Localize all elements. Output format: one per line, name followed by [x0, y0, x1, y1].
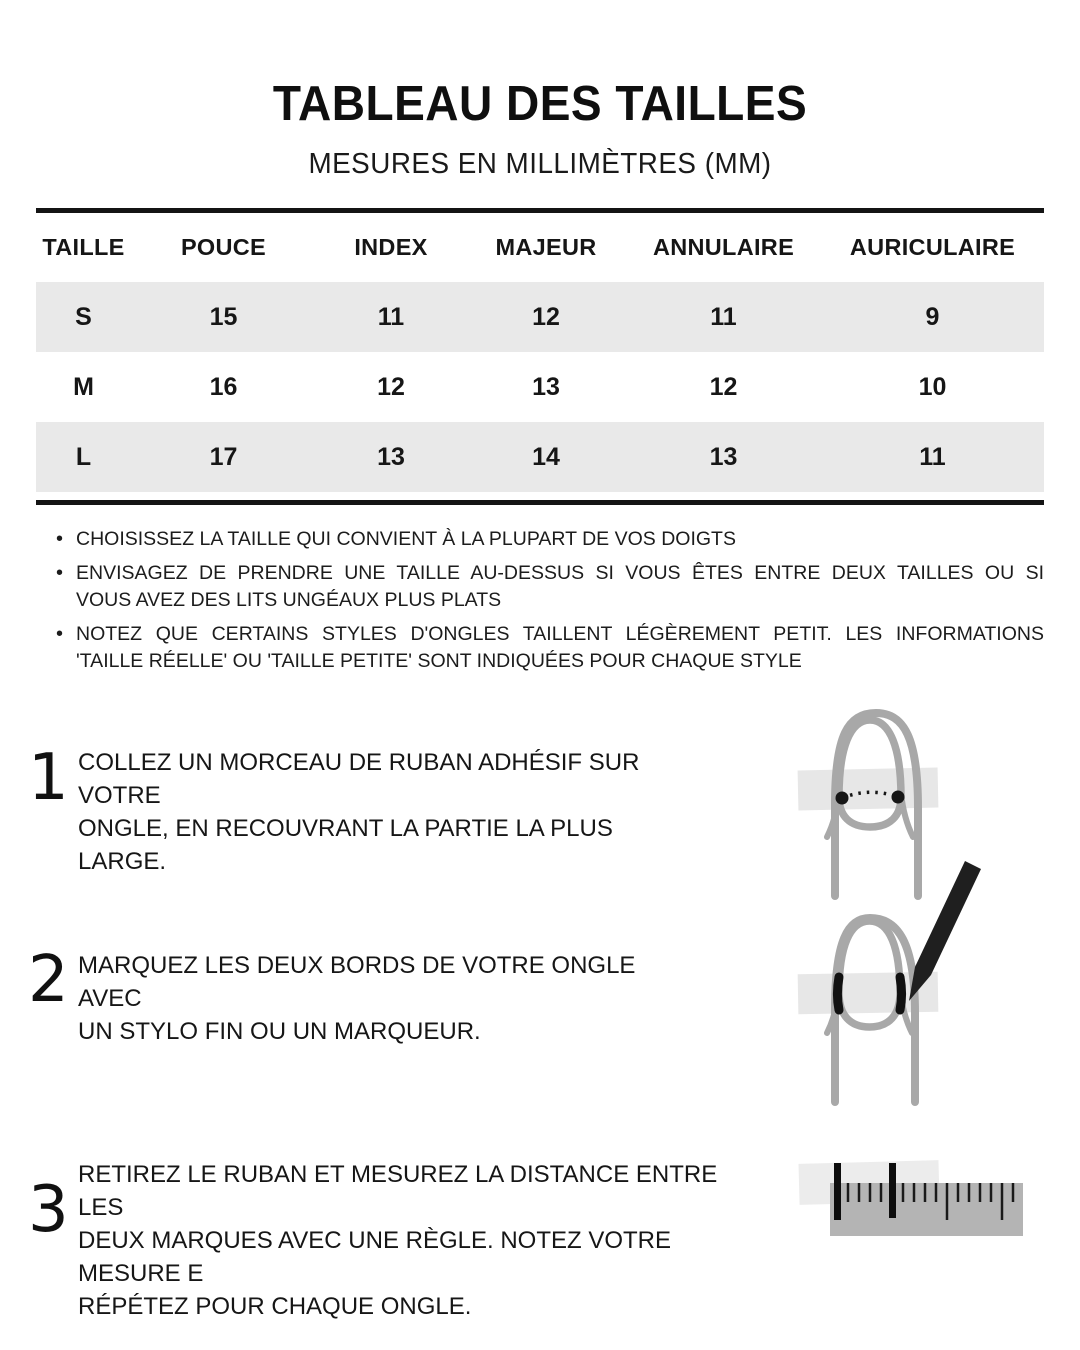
size-label: L: [75, 442, 92, 471]
finger-mark-pen-icon: [780, 850, 1040, 1112]
cell-value: 10: [918, 372, 947, 401]
step-1-number: 1: [28, 741, 69, 815]
step-2-text: [78, 949, 638, 1048]
cell-value: 12: [377, 372, 405, 401]
table-row-l: [36, 422, 1044, 492]
tape-mark-left-icon: [834, 1163, 841, 1220]
step-2-number: 2: [28, 943, 69, 1017]
size-label: M: [73, 372, 94, 401]
page-title: TABLEAU DES TAILLES: [272, 77, 808, 131]
cell-value: 17: [209, 442, 238, 471]
col-header-index: INDEX: [354, 234, 428, 260]
col-header-taille: TAILLE: [42, 234, 125, 260]
note-item: [36, 560, 1044, 614]
cell-value: 13: [377, 442, 405, 471]
note-line: VOUS AVEZ DES LITS UNGÉAUX PLUS PLATS: [76, 589, 502, 611]
size-label: S: [75, 302, 92, 331]
note-line: • ENVISAGEZ DE PRENDRE UNE TAILLE AU-DESSUS SI VOUS ÊTES ENTRE DEUX TAILLES OU SI: [76, 562, 1044, 584]
col-header-auriculaire: AURICULAIRE: [849, 234, 1016, 260]
col-header-pouce: POUCE: [180, 234, 267, 260]
cell-value: 11: [377, 302, 405, 331]
cell-value: 16: [209, 372, 238, 401]
nail-mark-right-icon: [900, 977, 902, 1010]
col-header-majeur: MAJEUR: [495, 234, 597, 260]
cell-value: 9: [925, 302, 940, 331]
tape-mark-right-icon: [889, 1163, 896, 1218]
note-line: • CHOISISSEZ LA TAILLE QUI CONVIENT À LA PLUPART DE VOS DOIGTS: [76, 528, 736, 550]
cell-value: 12: [709, 372, 738, 401]
step-line: UN STYLO FIN OU UN MARQUEUR.: [78, 1018, 481, 1045]
step-line: RETIREZ LE RUBAN ET MESUREZ LA DISTANCE ENTRE LES: [78, 1161, 718, 1221]
cell-value: 13: [709, 442, 738, 471]
cell-value: 11: [710, 302, 737, 331]
note-item: [36, 621, 1044, 675]
cell-value: 13: [532, 372, 560, 401]
cell-value: 15: [209, 302, 238, 331]
note-item: [36, 526, 1044, 553]
table-header-row: [36, 213, 1044, 282]
step-1-text: [78, 746, 698, 878]
note-line: • NOTEZ QUE CERTAINS STYLES D'ONGLES TAILLENT LÉGÈREMENT PETIT. LES INFORMATIONS: [76, 623, 1044, 645]
note-line: 'TAILLE RÉELLE' OU 'TAILLE PETITE' SONT INDIQUÉES POUR CHAQUE STYLE: [76, 650, 802, 672]
step-line: COLLEZ UN MORCEAU DE RUBAN ADHÉSIF SUR VOTRE: [78, 749, 640, 809]
divider-bottom: [36, 500, 1044, 505]
col-header-annulaire: ANNULAIRE: [652, 234, 795, 260]
table-row-m: [36, 352, 1044, 422]
nail-mark-left-icon: [838, 977, 840, 1010]
tape-ruler-icon: [795, 1150, 1035, 1250]
measure-dot-left-icon: [836, 792, 849, 805]
table-row-s: [36, 282, 1044, 352]
step-3-number: 3: [28, 1173, 69, 1247]
cell-value: 11: [919, 442, 946, 471]
step-line: MARQUEZ LES DEUX BORDS DE VOTRE ONGLE AVEC: [78, 952, 636, 1012]
step-line: DEUX MARQUES AVEC UNE RÈGLE. NOTEZ VOTRE MESURE E: [78, 1227, 671, 1287]
size-chart-table: [36, 213, 1044, 492]
step-line: RÉPÉTEZ POUR CHAQUE ONGLE.: [78, 1293, 472, 1320]
step-3-text: [78, 1158, 738, 1323]
sizing-notes-list: [36, 526, 1044, 682]
cell-value: 14: [532, 442, 560, 471]
cell-value: 12: [532, 302, 560, 331]
page-subtitle: MESURES EN MILLIMÈTRES (MM): [308, 148, 772, 180]
measure-dot-right-icon: [892, 791, 905, 804]
step-line: ONGLE, EN RECOUVRANT LA PARTIE LA PLUS LARGE.: [78, 815, 613, 875]
pen-icon: [909, 861, 981, 1001]
